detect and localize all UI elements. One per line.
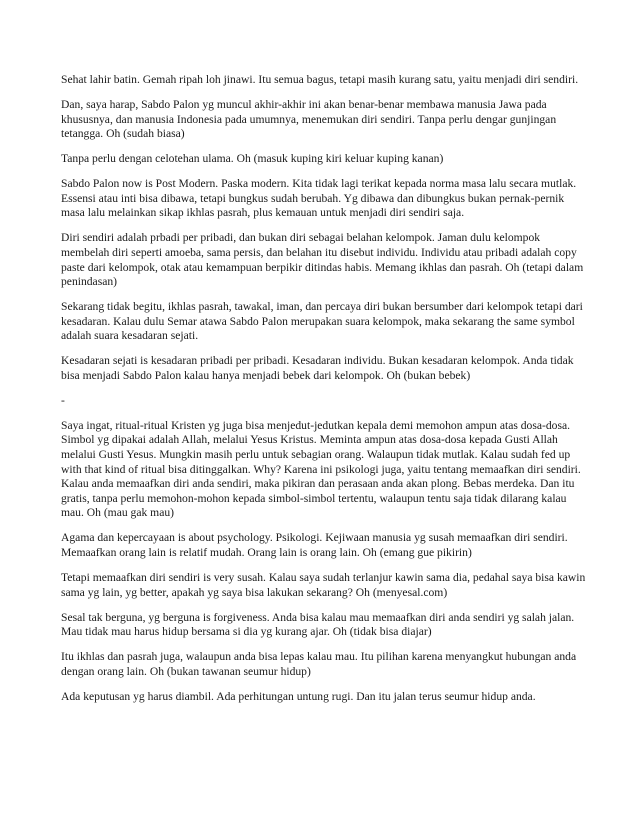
paragraph-10: Tetapi memaafkan diri sendiri is very susah. Kalau saya sudah terlanjur kawin sama dia, pedahal saya bisa kawin sama yg lain, yg better, apakah yg saya bisa lakukan sekarang? Oh (menyesal.com) — [61, 570, 586, 599]
paragraph-12: Itu ikhlas dan pasrah juga, walaupun anda bisa lepas kalau mau. Itu pilihan karena menyangkut hubungan anda dengan orang lain. Oh (bukan tawanan seumur hidup) — [61, 650, 577, 678]
paragraph-2: Dan, saya harap, Sabdo Palon yg muncul akhir-akhir ini akan benar-benar membawa manusia Jawa pada khususnya, dan manusia Indonesia pada umumnya, menemukan diri sendiri. Tanpa perlu dengar gunjingan tetangga. Oh (sudah biasa) — [61, 97, 557, 141]
paragraph-1: Sehat lahir batin. Gemah ripah loh jinawi. Itu semua bagus, tetapi masih kurang satu, yaitu menjadi diri sendiri. — [61, 73, 579, 86]
paragraph-11: Sesal tak berguna, yg berguna is forgiveness. Anda bisa kalau mau memaafkan diri anda sendiri yg salah jalan. Mau tidak mau harus hidup bersama si dia yg kurang ajar. Oh (tidak bisa diajar) — [61, 610, 575, 639]
paragraph-3: Tanpa perlu dengan celotehan ulama. Oh (masuk kuping kiri keluar kuping kanan) — [61, 152, 444, 166]
paragraph-6: Sekarang tidak begitu, ikhlas pasrah, tawakal, iman, dan percaya diri bukan bersumber dari kelompok tetapi dari kesadaran. Kalau dulu Semar atawa Sabdo Palon merupakan suara kelompok, maka sekarang the same symbol adalah suara kesadaran sejati. — [61, 300, 583, 343]
paragraph-4: Sabdo Palon now is Post Modern. Paska modern. Kita tidak lagi terikat kepada norma masa lalu secara mutlak. Essensi atau inti bisa dibawa, tetapi bungkus sudah berubah. Yg dibawa dan dibungkus bukan pernak-pernik masa lalu melainkan sikap ikhlas pasrah, plus kemauan untuk menjadi diri sendiri saja. — [61, 177, 577, 220]
paragraph-8: Saya ingat, ritual-ritual Kristen yg juga bisa menjedut-jedutkan kepala demi memohon ampun atas dosa-dosa. Simbol yg dipakai adalah Allah, melalui Yesus Kristus. Meminta ampun atas dosa-dosa kepada Gusti Allah melalui Gusti Yesus. Mungkin masih perlu untuk sebagian orang. Walaupun tidak mutlak. Kalau sudah fed up with that kind of ritual bisa ditinggalkan. Why? Karena ini psikologi juga, yaitu tentang memaafkan diri sendiri. Kalau anda memaafkan diri anda sendiri, maka pikiran dan perasaan anda akan plong. Bebas merdeka. Dan itu gratis, tanpa perlu memohon-mohon kepada simbol-simbol tertentu, walaupun tentu saja tidak dilarang kalau mau. Oh (mau gak mau) — [61, 418, 581, 520]
separator-dash: - — [61, 393, 65, 407]
paragraph-7: Kesadaran sejati is kesadaran pribadi per pribadi. Kesadaran individu. Bukan kesadaran kelompok. Anda tidak bisa menjadi Sabdo Palon kalau hanya menjadi bebek dari kelompok. Oh (bukan bebek) — [61, 354, 574, 382]
paragraph-5: Diri sendiri adalah prbadi per pribadi, dan bukan diri sebagai belahan kelompok. Jaman dulu kelompok membelah diri seperti amoeba, sama persis, dan belahan itu disebut individu. Individu atau pribadi adalah copy paste dari kelompok, otak atau kemampuan berpikir ditindas habis. Memang ikhlas dan pasrah. Oh (tetapi dalam penindasan) — [61, 231, 584, 289]
paragraph-13: Ada keputusan yg harus diambil. Ada perhitungan untung rugi. Dan itu jalan terus seumur hidup anda. — [61, 689, 536, 703]
paragraph-9: Agama dan kepercayaan is about psychology. Psikologi. Kejiwaan manusia yg susah memaafkan diri sendiri. Memaafkan orang lain is relatif mudah. Orang lain is orang lain. Oh (emang gue pikirin) — [61, 531, 568, 559]
